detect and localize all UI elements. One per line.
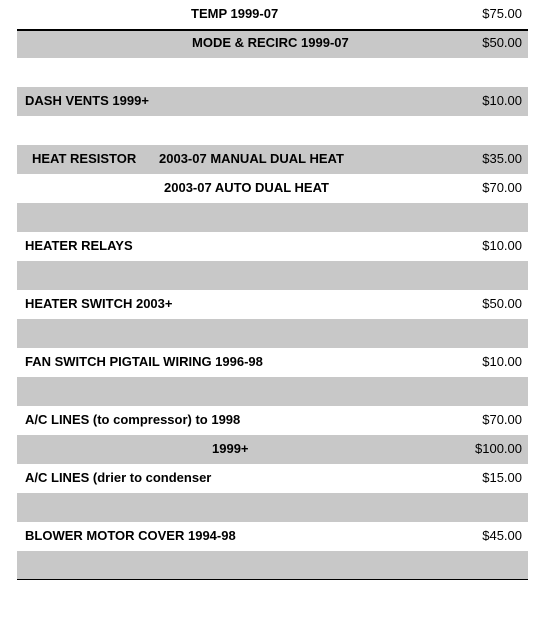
item-sublabel: MODE & RECIRC 1999-07 bbox=[192, 35, 349, 50]
item-price: $35.00 bbox=[482, 151, 522, 166]
price-list bbox=[17, 0, 528, 580]
item-price: $50.00 bbox=[482, 296, 522, 311]
price-row bbox=[17, 319, 528, 348]
item-label: HEAT RESISTOR bbox=[32, 151, 137, 166]
price-row bbox=[17, 87, 528, 116]
price-row bbox=[17, 290, 528, 319]
item-price: $10.00 bbox=[482, 238, 522, 253]
price-row bbox=[17, 406, 528, 435]
price-row bbox=[17, 551, 528, 580]
price-row bbox=[17, 145, 528, 174]
price-row bbox=[17, 0, 528, 29]
item-sublabel: TEMP 1999-07 bbox=[191, 6, 279, 21]
item-price: $45.00 bbox=[482, 528, 522, 543]
item-label: BLOWER MOTOR COVER 1994-98 bbox=[25, 528, 236, 543]
price-row bbox=[17, 232, 528, 261]
item-price: $10.00 bbox=[482, 93, 522, 108]
price-row bbox=[17, 116, 528, 145]
item-price: $50.00 bbox=[482, 35, 522, 50]
price-row bbox=[17, 493, 528, 522]
price-row bbox=[17, 174, 528, 203]
price-row bbox=[17, 29, 528, 58]
item-label: HEATER SWITCH 2003+ bbox=[25, 296, 173, 311]
item-label: FAN SWITCH PIGTAIL WIRING 1996-98 bbox=[25, 354, 263, 369]
price-row bbox=[17, 522, 528, 551]
item-sublabel: 1999+ bbox=[212, 441, 249, 456]
item-label: A/C LINES (to compressor) to 1998 bbox=[25, 412, 241, 427]
item-price: $70.00 bbox=[482, 412, 522, 427]
item-label: DASH VENTS 1999+ bbox=[25, 93, 149, 108]
item-label: HEATER RELAYS bbox=[25, 238, 133, 253]
item-sublabel: 2003-07 AUTO DUAL HEAT bbox=[164, 180, 329, 195]
price-row bbox=[17, 377, 528, 406]
price-row bbox=[17, 58, 528, 87]
item-sublabel: 2003-07 MANUAL DUAL HEAT bbox=[159, 151, 344, 166]
item-label: A/C LINES (drier to condenser bbox=[25, 470, 212, 485]
item-price: $100.00 bbox=[475, 441, 522, 456]
item-price: $15.00 bbox=[482, 470, 522, 485]
price-row bbox=[17, 435, 528, 464]
item-price: $75.00 bbox=[482, 6, 522, 21]
item-price: $10.00 bbox=[482, 354, 522, 369]
item-price: $70.00 bbox=[482, 180, 522, 195]
price-row bbox=[17, 261, 528, 290]
price-row bbox=[17, 348, 528, 377]
price-row bbox=[17, 203, 528, 232]
price-row bbox=[17, 464, 528, 493]
